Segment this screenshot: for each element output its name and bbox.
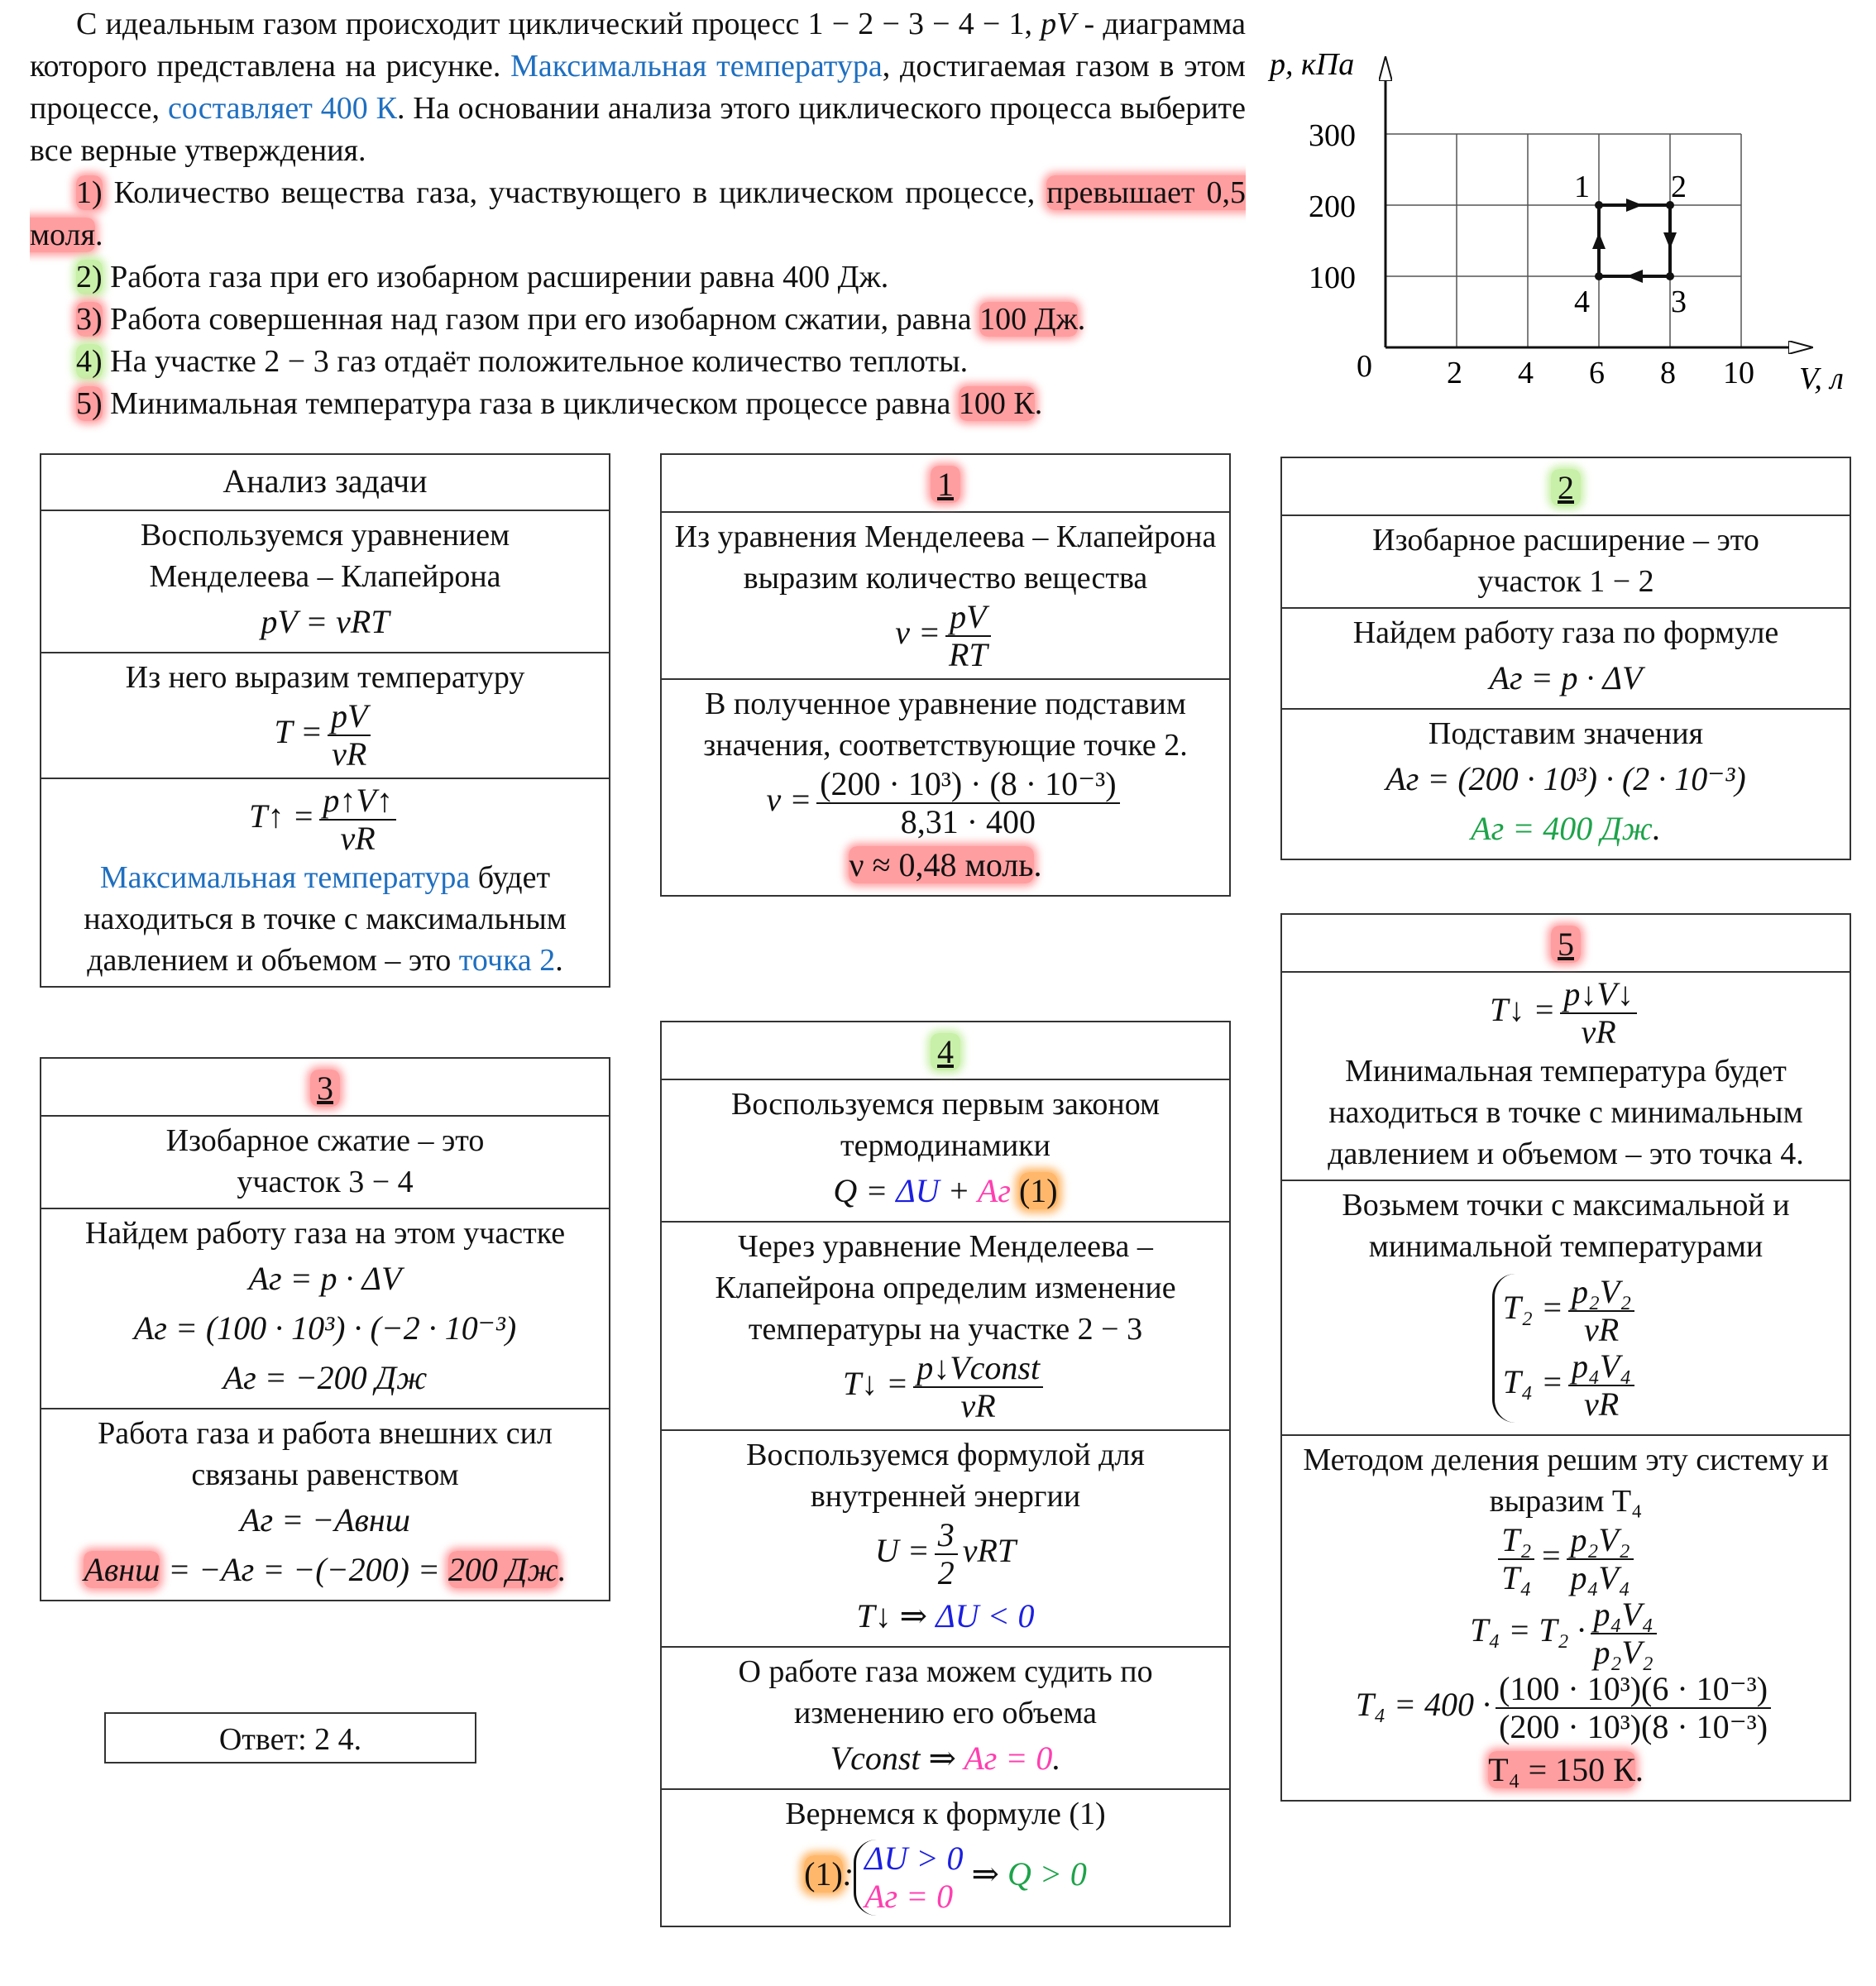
box-1-cell-2: В полученное уравнение подставим значения, соответствующие точке 2. ν = $\frac{\text{(200 · 10³) · (8 · 10⁻³)}}{8,31 \cdot 400}$ ν ≈ 0,48 моль. [662,678,1229,895]
problem-statement [30,3,1246,425]
cycle-arrow-3-4 [1626,270,1643,283]
option-5: 5) Минимальная температура газа в циклическом процессе равна 100 К. [76,386,1043,421]
x-axis-label: V, л [1799,361,1844,396]
y-axis-label: p, кПа [1270,47,1355,82]
point-label-2: 2 [1671,170,1687,204]
box-4-cell-1: Воспользуемся первым законом термодинамики Q = ΔU + Aг (1) [662,1079,1229,1221]
cycle-point-4 [1595,272,1603,280]
box-2 [1280,457,1851,860]
box-3-title: 3 [41,1059,609,1115]
cycle-arrow-2-3 [1663,232,1677,249]
pv-diagram [1257,41,1869,405]
point-label-1: 1 [1574,170,1590,204]
problem-intro: С идеальным газом происходит циклический процесс 1 − 2 − 3 − 4 − 1, pV - диаграмма которого представлена на рисунке. Максимальная температура, достигаемая газом в этом процессе, составляет 400 К. На основании анализа этого циклического процесса выберите все верные утверждения. [30,7,1247,168]
box-5-cell-2: Возьмем точки с максимальной и минимальной температурами T₂ = $\frac{\text{p₂V₂}}{\nu R}$ T₄ = $\frac{\text{p₄V₄}}{\nu R}$ [1282,1180,1850,1434]
cycle-point-3 [1666,272,1674,280]
cycle [1592,199,1677,283]
box-4 [660,1021,1231,1927]
box-4-cell-5: Вернемся к формуле (1) (1): ΔU > 0 Aг = 0 ⇒ Q > 0 [662,1788,1229,1926]
cycle-arrow-4-1 [1592,232,1606,249]
box-5-title: 5 [1282,915,1850,971]
box-3-cell-1: Изобарное сжатие – это участок 3 − 4 [41,1115,609,1208]
box-5-cell-1: T↓ = $\frac{p↓V↓}{\nu R}$ Минимальная температура будет находиться в точке с минимальным давлением и объемом – это точка 4. [1282,971,1850,1180]
x-tick-8: 8 [1660,356,1676,390]
box-2-title: 2 [1282,458,1850,514]
y-tick-200: 200 [1309,189,1356,224]
cycle-point-1 [1595,201,1603,209]
box-3-cell-2: Найдем работу газа на этом участке Aг = p · ΔV Aг = (100 · 10³) · (−2 · 10⁻³) Aг = −200 Дж [41,1208,609,1408]
box-5-cell-3: Методом деления решим эту систему и выразим T₄ $\frac{\text{T₂}}{\text{T₄}}$ = $\frac{\text{p₂V₂}}{\text{p₄V₄}}$ T₄ = T₂ · $\frac{\text{p₄V₄}}{\text{p₂V₂}}$ T₄ = 400 · $\frac{\text{(100 · 10³)(6 · 10⁻³)}}{\text{(200 · 10³)(8 · 10⁻³)}}$ T₄ = 150 К. [1282,1434,1850,1800]
point-label-4: 4 [1574,285,1590,319]
answer-box: Ответ: 2 4. [104,1712,476,1763]
grid [1385,134,1741,347]
box-2-cell-3: Подставим значения Aг = (200 · 10³) · (2 · 10⁻³) Aг = 400 Дж. [1282,708,1850,859]
analysis-box [40,453,610,988]
box-3 [40,1057,610,1601]
analysis-cell-1: Воспользуемся уравнением Менделеева – Клапейрона pV = νRT [41,510,609,652]
box-4-cell-3: Воспользуемся формулой для внутренней энергии U = $\frac{3}{2}$ νRT T↓ ⇒ ΔU < 0 [662,1429,1229,1646]
option-4: 4) На участке 2 − 3 газ отдаёт положительное количество теплоты. [76,344,969,379]
analysis-cell-3: T↑ = $\frac{p↑V↑}{\nu R}$ Максимальная температура будет находиться в точке с максимальным давлением и объемом – это точка 2. [41,778,609,986]
box-5 [1280,913,1851,1802]
analysis-cell-2: Из него выразим температуру T = $\frac{pV}{\nu R}$ [41,652,609,778]
option-1: 1) Количество вещества газа, участвующего в циклическом процессе, превышает 0,5 моля. [30,175,1247,252]
x-tick-4: 4 [1518,356,1534,390]
x-tick-2: 2 [1447,356,1462,390]
box-2-cell-1: Изобарное расширение – это участок 1 − 2 [1282,514,1850,607]
analysis-title: Анализ задачи [223,462,428,500]
box-1-cell-1: Из уравнения Менделеева – Клапейрона выразим количество вещества ν = $\frac{pV}{RT}$ [662,511,1229,678]
point-label-3: 3 [1671,285,1687,319]
y-tick-300: 300 [1309,118,1356,153]
x-tick-10: 10 [1723,356,1754,390]
y-tick-100: 100 [1309,261,1356,295]
origin-label: 0 [1357,349,1372,384]
option-2: 2) Работа газа при его изобарном расширении равна 400 Дж. [76,260,889,294]
x-tick-6: 6 [1589,356,1605,390]
box-4-cell-4: О работе газа можем судить по изменению его объема Vconst ⇒ Aг = 0. [662,1646,1229,1788]
cycle-arrow-1-2 [1626,199,1643,212]
option-3: 3) Работа совершенная над газом при его изобарном сжатии, равна 100 Дж. [76,302,1086,337]
box-2-cell-2: Найдем работу газа по формуле Aг = p · ΔV [1282,607,1850,708]
box-4-title: 4 [662,1022,1229,1079]
box-1-title: 1 [662,455,1229,511]
box-4-cell-2: Через уравнение Менделеева – Клапейрона определим изменение температуры на участке 2 − 3 T↓ = $\frac{\text{p↓Vconst}}{\nu R}$ [662,1221,1229,1429]
box-3-cell-3: Работа газа и работа внешних сил связаны равенством Aг = −Aвнш Aвнш = −Aг = −(−200) = 200 Дж. [41,1408,609,1600]
box-1 [660,453,1231,897]
